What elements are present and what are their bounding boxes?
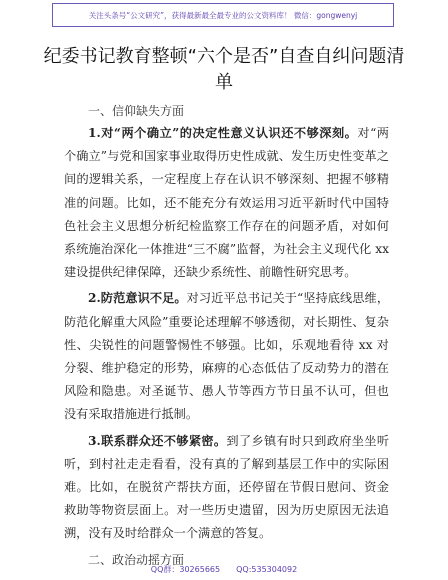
paragraph-2 [64,287,389,426]
section-heading-2: 二、政治动摇方面 [88,552,185,567]
section-heading-1: 一、信仰缺失方面 [88,104,185,118]
paragraph-3-lead: 联系群众还不够紧密。 [100,433,227,448]
header-notice-box [52,3,394,27]
footer-qq: QQ:535304092 [236,565,298,574]
paragraph-3-number: 3. [88,433,101,448]
paragraph-2-body: 对习近平总书记关于“坚持底线思维，防范化解重大风险”重要论述理解不够透彻，对长期性、复杂性、尖锐性的问题警惕性不够强。比如，乐观地看待 xx 对分裂、维护稳定的形势，麻痹的心态低估了反动势力的潜在风险和隐患。对圣诞节、愚人节等西方节日虽不认可，但也没有采取措施进行抵制。 [64,291,390,422]
paragraph-2-lead: 防范意识不足。 [100,291,187,306]
footer-contact [0,564,448,575]
document-body [64,100,389,571]
footer-qq-group: QQ群：30265665 [150,565,221,574]
paragraph-1-number: 1. [88,126,101,140]
paragraph-3 [64,430,389,546]
paragraph-3-body: 到了乡镇有时只到政府坐坐听听，到村社走走看看，没有真的了解到基层工作中的实际困难。比如，在脱贫产帮扶方面，还停留在节假日慰问、资金救助等物资层面上。对一些历史遗留，因为历史原因无法追溯，没有及时给群众一个满意的答复。 [64,433,390,541]
paragraph-1-body: 对“两个确立”与党和国家事业取得历史性成就、发生历史性变革之间的逻辑关系，一定程度上存在认识不够深刻、把握不够精准的问题。比如，还不能充分有效运用习近平新时代中国特色社会主义思想分析纪检监察工作存在的问题矛盾，对如何系统施治深化一体推进“三不腐”监督，为社会主义现代化 xx 建设提供纪律保障，还缺少系统性、前瞻性研究思考。 [64,126,389,280]
document-title: 纪委书记教育整顿“六个是否”自查自纠问题清单 [43,46,405,93]
paragraph-1 [64,122,389,284]
paragraph-1-lead: 对“两个确立”的决定性意义认识还不够深刻。 [100,126,358,140]
paragraph-2-number: 2. [88,291,101,306]
header-notice: 关注头条号“公文研究”，获得最新最全最专业的公文资料库！ 微信：gongwenyj [88,10,358,20]
